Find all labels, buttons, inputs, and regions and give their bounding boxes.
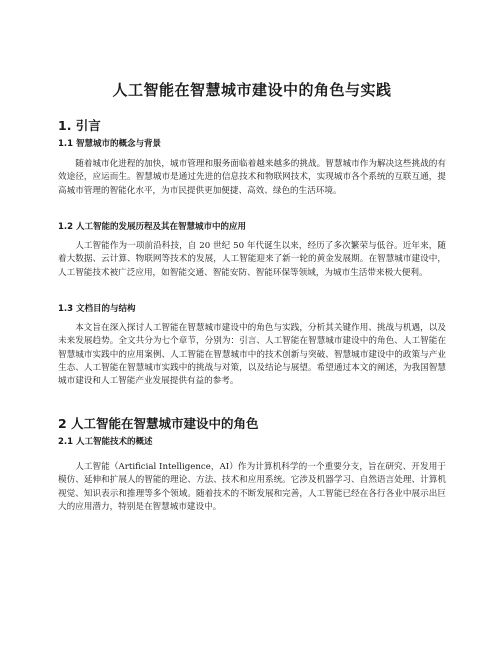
paragraph-1-3: 本文旨在深入探讨人工智能在智慧城市建设中的角色与实践，分析其关键作用、挑战与机遇，以及未来发展趋势。全文共分为七个章节，分别为：引言、人工智能在智慧城市建设中的角色、人工智能在智慧城市实践中的应用案例、人工智能在智慧城市中的技术创新与突破、智慧城市建设中的政策与产业生态、人工智能在智慧城市实践中的挑战与对策，以及结论与展望。希望通过本文的阐述，为我国智慧城市建设和人工智能产业发展提供有益的参考。 <box>58 323 446 387</box>
subsection-heading-2-1: 2.1 人工智能技术的概述 <box>58 437 153 447</box>
subsection-heading-1-1: 1.1 智慧城市的概念与背景 <box>58 139 162 149</box>
section-heading-ai-role: 2 人工智能在智慧城市建设中的角色 <box>58 416 259 431</box>
document-title: 人工智能在智慧城市建设中的角色与实践 <box>112 81 392 99</box>
subsection-heading-1-3: 1.3 文档目的与结构 <box>58 304 136 314</box>
section-heading-introduction: 1. 引言 <box>58 118 101 133</box>
paragraph-1-1: 随着城市化进程的加快，城市管理和服务面临着越来越多的挑战。智慧城市作为解决这些挑战的有效途径，应运而生。智慧城市是通过先进的信息技术和物联网技术，实现城市各个系统的互联互通，提高城市管理的智能化水平，为市民提供更加便捷、高效、绿色的生活环境。 <box>58 159 446 196</box>
paragraph-2-1: 人工智能（Artificial Intelligence，AI）作为计算机科学的一个重要分支，旨在研究、开发用于模仿、延伸和扩展人的智能的理论、方法、技术和应用系统。它涉及机器学习、自然语言处理、计算机视觉、知识表示和推理等多个领域。随着技术的不断发展和完善，人工智能已经在各行各业中展示出巨大的应用潜力，特别是在智慧城市建设中。 <box>58 462 446 512</box>
paragraph-1-2: 人工智能作为一项前沿科技，自 20 世纪 50 年代诞生以来，经历了多次繁荣与低谷。近年来，随着大数据、云计算、物联网等技术的发展，人工智能迎来了新一轮的黄金发展期。在智慧城市建设中，人工智能技术被广泛应用，如智能交通、智能安防、智能环保等领域，为城市生活带来极大便利。 <box>58 241 446 278</box>
subsection-heading-1-2: 1.2 人工智能的发展历程及其在智慧城市中的应用 <box>58 222 247 232</box>
